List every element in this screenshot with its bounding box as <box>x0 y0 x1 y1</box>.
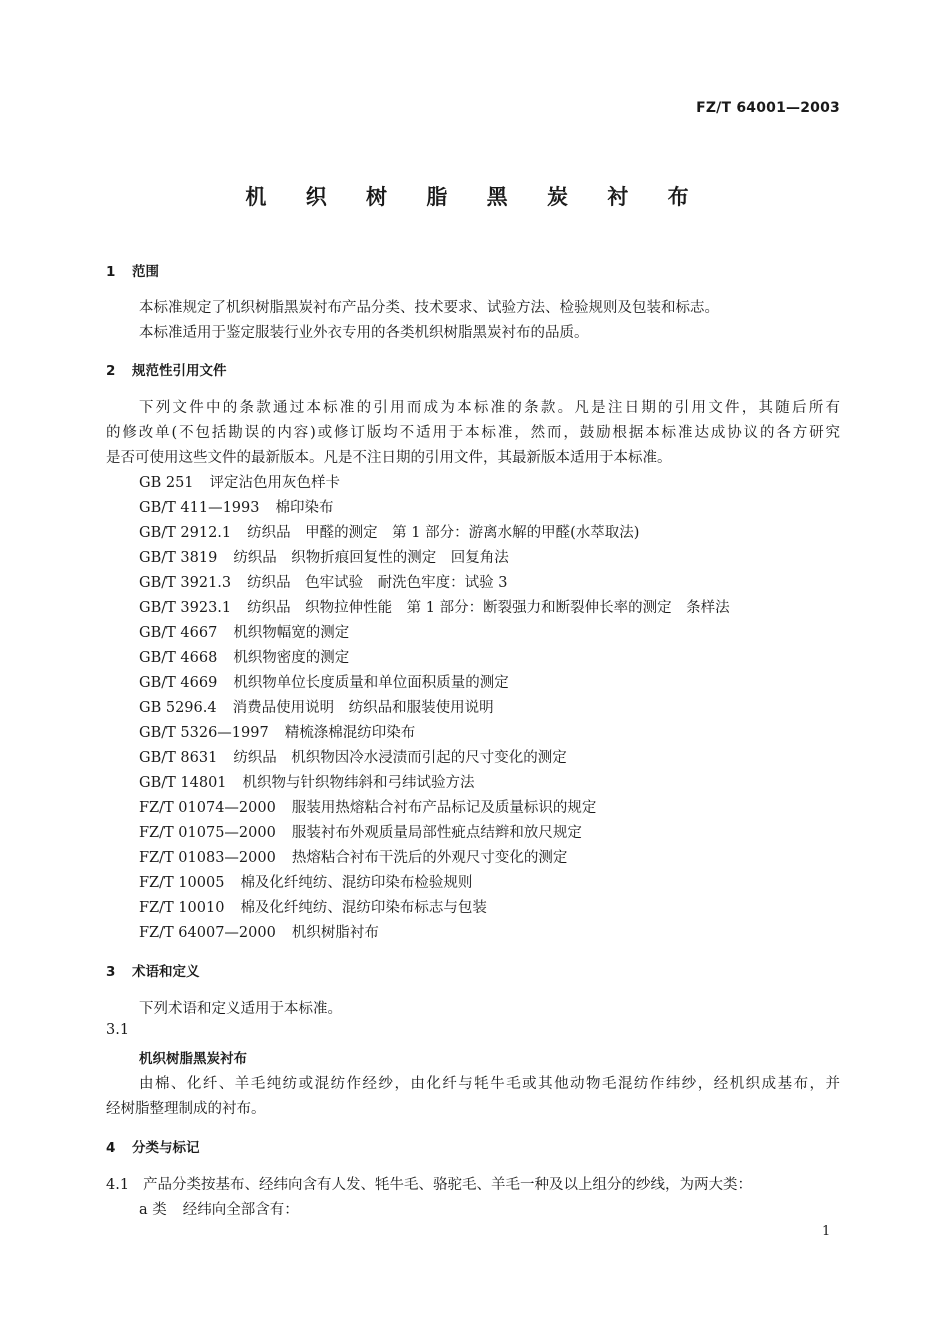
term-name: 机织树脂黑炭衬布 <box>139 1051 247 1067</box>
paragraph-line: 下列文件中的条款通过本标准的引用而成为本标准的条款。凡是注日期的引用文件，其随后所有 <box>139 400 840 416</box>
reference-title: 消费品使用说明 纺织品和服装使用说明 <box>232 700 494 716</box>
reference-code: FZ/T 01075—2000 <box>139 825 276 841</box>
reference-item <box>139 746 567 767</box>
section-3-heading <box>106 960 200 980</box>
reference-code: GB/T 2912.1 <box>139 525 232 541</box>
page-number: 1 <box>822 1224 831 1239</box>
reference-item <box>139 921 379 942</box>
reference-code: FZ/T 64007—2000 <box>139 925 276 941</box>
reference-code: FZ/T 01074—2000 <box>139 800 276 816</box>
section-title: 规范性引用文件 <box>132 363 227 379</box>
reference-item <box>139 571 507 592</box>
reference-item <box>139 596 730 617</box>
section-1-heading <box>106 260 159 280</box>
reference-code: GB/T 4667 <box>139 625 218 641</box>
reference-title: 服装衬布外观质量局部性疵点结辫和放尺规定 <box>291 825 582 841</box>
section-number: 1 <box>106 264 116 280</box>
reference-item <box>139 871 472 892</box>
reference-item <box>139 521 639 542</box>
subclause-number: 3.1 <box>106 1022 130 1038</box>
reference-title: 机织树脂衬布 <box>291 925 379 941</box>
reference-title: 纺织品 色牢试验 耐洗色牢度：试验 3 <box>247 575 508 591</box>
standard-code: FZ/T 64001—2003 <box>696 100 840 116</box>
reference-item <box>139 496 333 517</box>
section-title: 范围 <box>132 264 159 280</box>
section-number: 4 <box>106 1140 116 1156</box>
reference-item <box>139 646 349 667</box>
reference-title: 棉及化纤纯纺、混纺印染布检验规则 <box>240 875 473 891</box>
reference-code: GB 251 <box>139 475 194 491</box>
reference-title: 机织物单位长度质量和单位面积质量的测定 <box>233 675 509 691</box>
paragraph: 下列术语和定义适用于本标准。 <box>139 1001 342 1017</box>
paragraph-line: 由棉、化纤、羊毛纯纺或混纺作经纱，由化纤与牦牛毛或其他动物毛混纺作纬纱，经机织成基布，并 <box>139 1076 840 1092</box>
reference-item <box>139 896 487 917</box>
section-2-heading <box>106 359 227 379</box>
reference-title: 棉印染布 <box>275 500 334 516</box>
reference-item <box>139 546 509 567</box>
reference-title: 纺织品 甲醛的测定 第 1 部分：游离水解的甲醛(水萃取法) <box>247 525 640 541</box>
reference-code: GB/T 3923.1 <box>139 600 232 616</box>
clause-text: 产品分类按基布、经纬向含有人发、牦牛毛、骆驼毛、羊毛一种及以上组分的纱线，为两大类： <box>143 1177 753 1193</box>
reference-code: GB/T 14801 <box>139 775 227 791</box>
reference-item <box>139 721 415 742</box>
reference-code: GB/T 3921.3 <box>139 575 232 591</box>
reference-code: FZ/T 01083—2000 <box>139 850 276 866</box>
section-number: 3 <box>106 964 116 980</box>
paragraph-line: 的修改单(不包括勘误的内容)或修订版均不适用于本标准，然而，鼓励根据本标准达成协议的各方研究 <box>106 425 840 441</box>
reference-title: 纺织品 机织物因冷水浸渍而引起的尺寸变化的测定 <box>233 750 567 766</box>
reference-item <box>139 821 582 842</box>
list-item <box>139 1198 299 1219</box>
reference-item <box>139 696 494 717</box>
reference-title: 评定沾色用灰色样卡 <box>209 475 341 491</box>
reference-title: 服装用热熔粘合衬布产品标记及质量标识的规定 <box>291 800 597 816</box>
section-title: 术语和定义 <box>132 964 200 980</box>
paragraph-line: 是否可使用这些文件的最新版本。凡是不注日期的引用文件，其最新版本适用于本标准。 <box>106 450 672 466</box>
reference-item <box>139 671 509 692</box>
reference-title: 机织物幅宽的测定 <box>233 625 350 641</box>
paragraph-line: 经树脂整理制成的衬布。 <box>106 1101 266 1117</box>
reference-item <box>139 621 349 642</box>
paragraph: 本标准适用于鉴定服装行业外衣专用的各类机织树脂黑炭衬布的品质。 <box>139 325 589 341</box>
section-title: 分类与标记 <box>132 1140 200 1156</box>
reference-item <box>139 471 340 492</box>
reference-title: 热熔粘合衬布干洗后的外观尺寸变化的测定 <box>291 850 568 866</box>
item-text: 经纬向全部含有： <box>182 1202 299 1218</box>
reference-item <box>139 846 567 867</box>
item-label: a 类 <box>139 1202 167 1218</box>
reference-item <box>139 771 475 792</box>
reference-title: 机织物与针织物纬斜和弓纬试验方法 <box>242 775 475 791</box>
section-number: 2 <box>106 363 116 379</box>
reference-title: 机织物密度的测定 <box>233 650 350 666</box>
section-4-heading <box>106 1136 200 1156</box>
reference-code: GB 5296.4 <box>139 700 217 716</box>
reference-code: FZ/T 10010 <box>139 900 225 916</box>
clause-4-1 <box>106 1173 752 1194</box>
reference-code: GB/T 411—1993 <box>139 500 260 516</box>
reference-title: 纺织品 织物折痕回复性的测定 回复角法 <box>233 550 509 566</box>
reference-code: FZ/T 10005 <box>139 875 225 891</box>
reference-item <box>139 796 596 817</box>
document-title: 机 织 树 脂 黑 炭 衬 布 <box>245 185 705 209</box>
clause-number: 4.1 <box>106 1177 130 1193</box>
reference-title: 精梳涤棉混纺印染布 <box>284 725 416 741</box>
reference-title: 棉及化纤纯纺、混纺印染布标志与包装 <box>240 900 487 916</box>
paragraph: 本标准规定了机织树脂黑炭衬布产品分类、技术要求、试验方法、检验规则及包装和标志。 <box>139 300 719 316</box>
reference-code: GB/T 4669 <box>139 675 218 691</box>
reference-code: GB/T 4668 <box>139 650 218 666</box>
reference-code: GB/T 5326—1997 <box>139 725 269 741</box>
reference-code: GB/T 3819 <box>139 550 218 566</box>
reference-code: GB/T 8631 <box>139 750 218 766</box>
reference-title: 纺织品 织物拉伸性能 第 1 部分：断裂强力和断裂伸长率的测定 条样法 <box>247 600 730 616</box>
